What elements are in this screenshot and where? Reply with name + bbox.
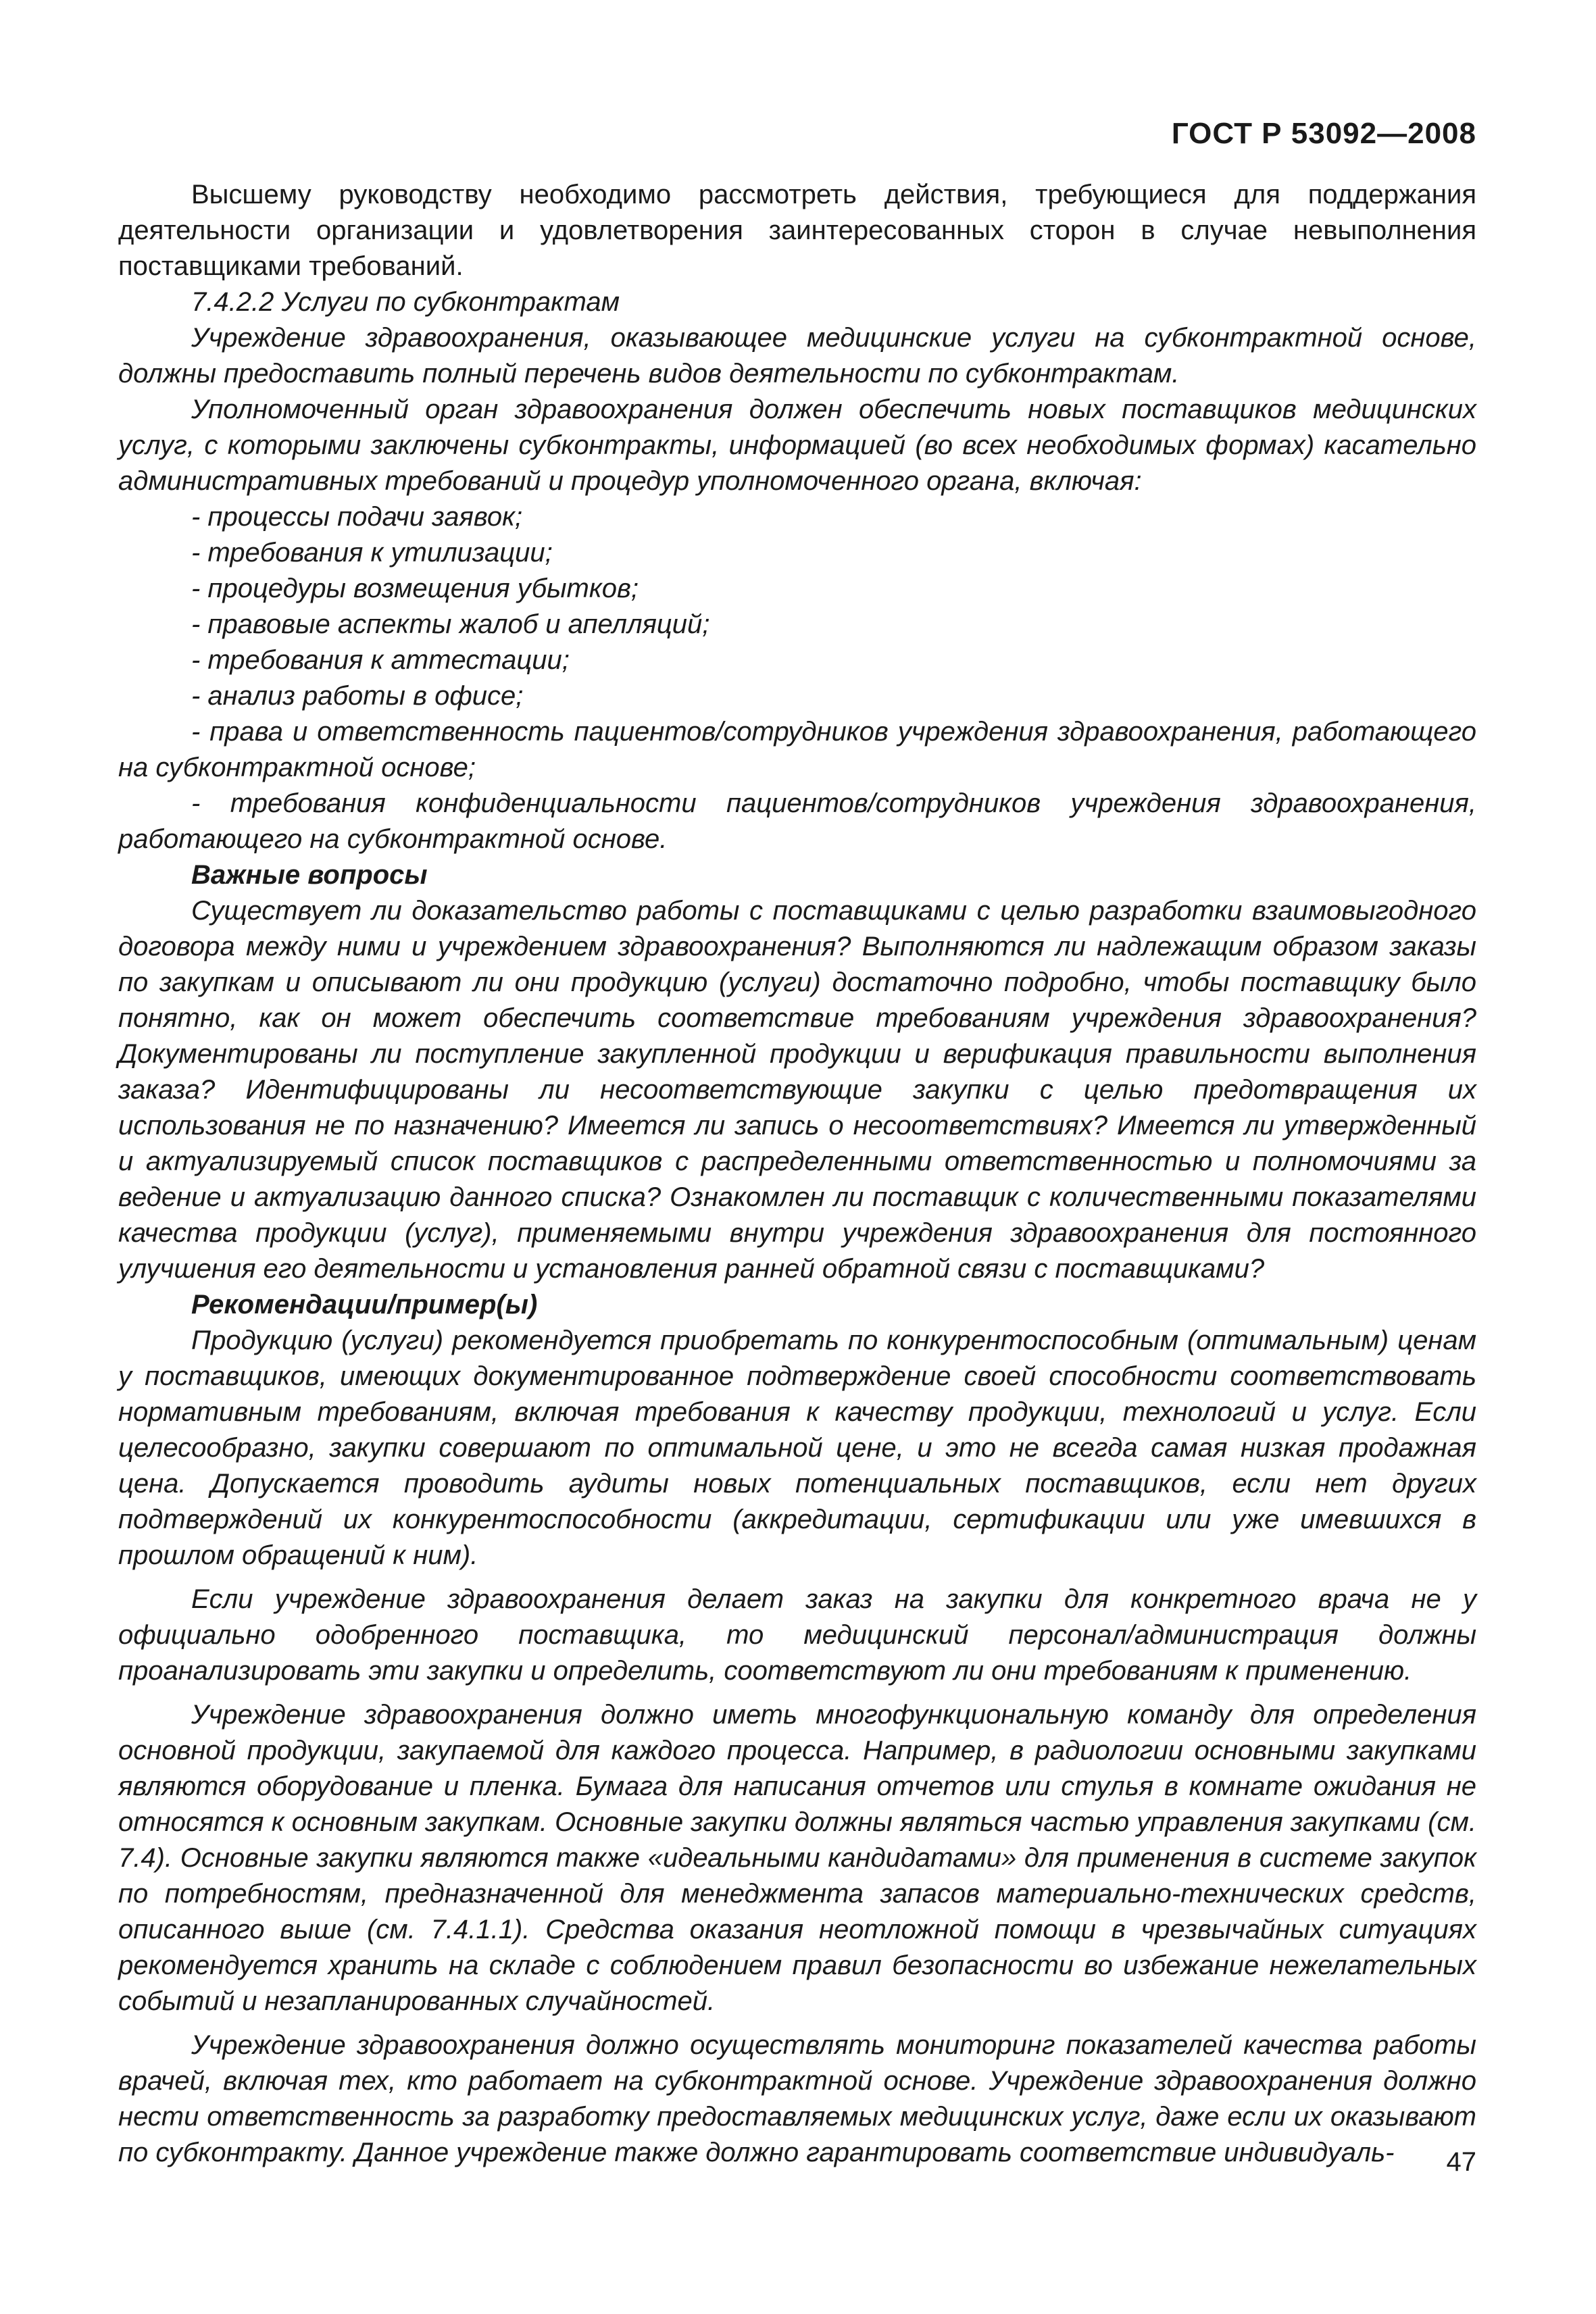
section-title: 7.4.2.2 Услуги по субконтрактам (191, 287, 620, 317)
document-page (118, 115, 1476, 2243)
paragraph-leadership: Высшему руководству необходимо рассмотреть действия, требующиеся для поддержания деятельности организации и удовлетворения заинтересованных сторон в случае невыполнения поставщиками требований. (118, 180, 1476, 281)
list-item: - правовые аспекты жалоб и апелляций; (191, 609, 710, 639)
important-questions-text: Существует ли доказательство работы с поставщиками с целью разработки взаимовыгодного договора между ними и учреждением здравоохранения? Выполняются ли надлежащим образом заказы по закупкам и описывают ли они продукцию (услуги) достаточно подробно, чтобы поставщику было понятно, как он может обеспечить соответствие требованиям учреждения здравоохранения? Документированы ли поступление закупленной продукции и верификация правильности выполнения заказа? Идентифицированы ли несоответствующие закупки с целью предотвращения их использования не по назначению? Имеется ли запись о несоответствиях? Имеется ли утвержденный и актуализируемый список поставщиков с распределенными ответственностью и полномочиями за ведение и актуализацию данного списка? Ознакомлен ли поставщик с количественными показателями качества продукции (услуг), применяемыми внутри учреждения здравоохранения для постоянного улучшения его деятельности и установления ранней обратной связи с поставщиками? (118, 896, 1476, 1284)
standard-header: ГОСТ Р 53092—2008 (1171, 117, 1476, 150)
list-item: - процессы подачи заявок; (191, 502, 523, 532)
paragraph-authority: Уполномоченный орган здравоохранения должен обеспечить новых поставщиков медицинских услуг, с которыми заключены субконтракты, информацией (во всех необходимых формах) касательно административных требований и процедур уполномоченного органа, включая: (118, 395, 1476, 496)
list-item: - процедуры возмещения убытков; (191, 574, 639, 603)
recommendation-paragraph: Учреждение здравоохранения должно осуществлять мониторинг показателей качества работы врачей, включая тех, кто работает на субконтрактной основе. Учреждение здравоохранения должно нести ответственность за разработку предоставляемых медицинских услуг, даже если их оказывают по субконтракту. Данное учреждение также должно гарантировать соответствие индивидуаль- (118, 2030, 1476, 2167)
list-item: - анализ работы в офисе; (191, 681, 524, 711)
list-item: - права и ответственность пациентов/сотрудников учреждения здравоохранения, работающего на субконтрактной основе; (118, 717, 1476, 782)
page-number: 47 (1446, 2147, 1476, 2177)
list-item: - требования конфиденциальности пациентов/сотрудников учреждения здравоохранения, работающего на субконтрактной основе. (118, 788, 1476, 854)
list-item: - требования к аттестации; (191, 645, 570, 675)
recommendation-paragraph: Продукцию (услуги) рекомендуется приобретать по конкурентоспособным (оптимальным) ценам у поставщиков, имеющих документированное подтверждение своей способности соответствовать нормативным требованиям, включая требования к качеству продукции, технологий и услуг. Если целесообразно, закупки совершают по оптимальной цене, и это не всегда самая низкая продажная цена. Допускается проводить аудиты новых потенциальных поставщиков, если нет других подтверждений их конкурентоспособности (аккредитации, сертификации или уже имевшихся в прошлом обращений к ним). (118, 1326, 1476, 1570)
important-questions-heading: Важные вопросы (191, 860, 428, 890)
recommendation-paragraph: Учреждение здравоохранения должно иметь многофункциональную команду для определения основной продукции, закупаемой для каждого процесса. Например, в радиологии основными закупками являются оборудование и пленка. Бумага для написания отчетов или стулья в комнате ожидания не относятся к основным закупкам. Основные закупки должны являться частью управления закупками (см. 7.4). Основные закупки являются также «идеальными кандидатами» для применения в системе закупок по потребностям, предназначенной для менеджмента запасов материально-технических средств, описанного выше (см. 7.4.1.1). Средства оказания неотложной помощи в чрезвычайных ситуациях рекомендуется хранить на складе с соблюдением правил безопасности во избежание нежелательных событий и незапланированных случайностей. (118, 1700, 1476, 2016)
recommendation-paragraph: Если учреждение здравоохранения делает заказ на закупки для конкретного врача не у официально одобренного поставщика, то медицинский персонал/администрация должны проанализировать эти закупки и определить, соответствуют ли они требованиям к применению. (118, 1584, 1476, 1686)
paragraph-subcontract-list: Учреждение здравоохранения, оказывающее медицинские услуги на субконтрактной основе, должны предоставить полный перечень видов деятельности по субконтрактам. (118, 323, 1476, 388)
list-item: - требования к утилизации; (191, 538, 553, 568)
recommendations-heading: Рекомендации/пример(ы) (191, 1290, 538, 1319)
document-body (118, 177, 1476, 2171)
requirements-list (118, 499, 1476, 857)
